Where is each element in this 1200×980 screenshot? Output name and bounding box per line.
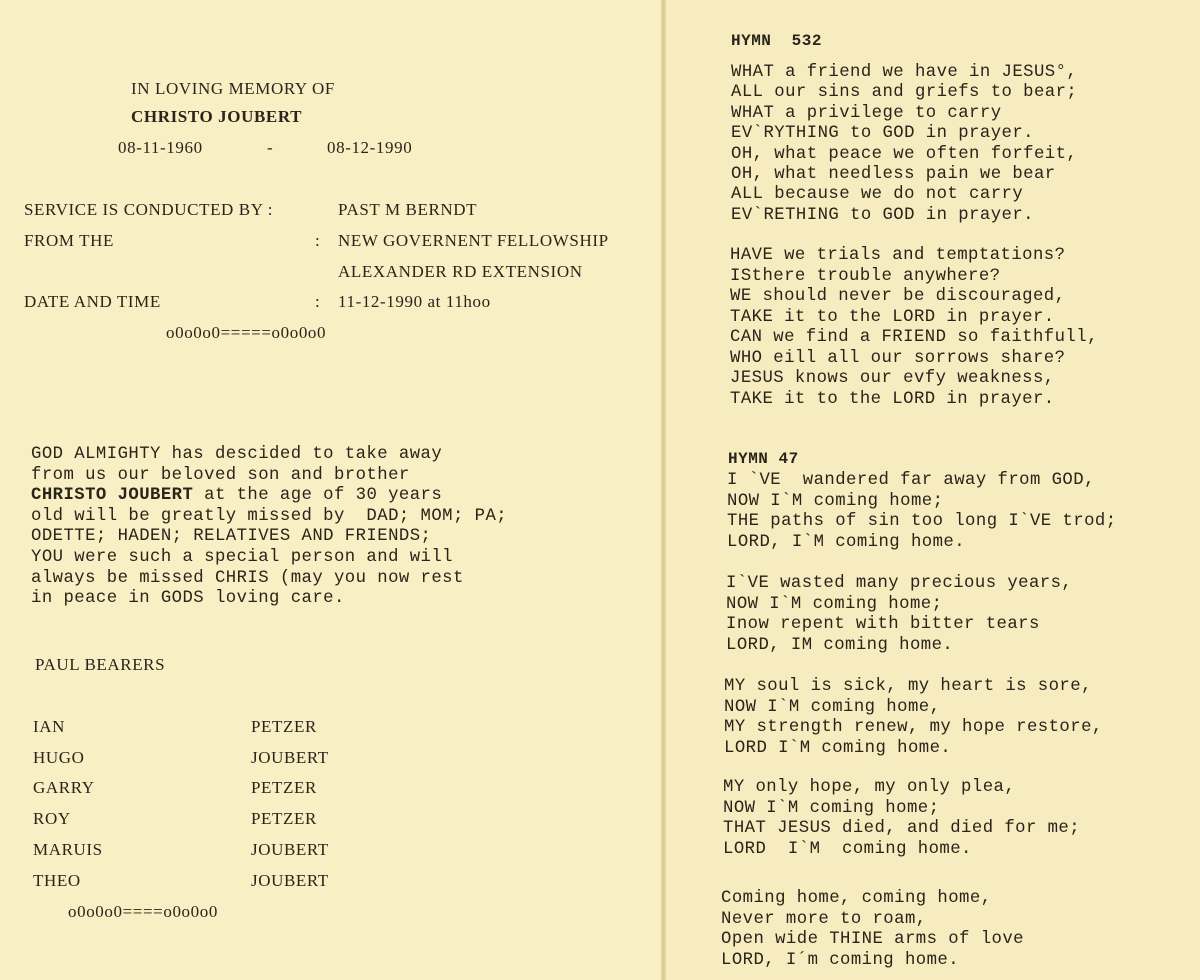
hymn-line: MY only hope, my only plea,	[723, 778, 1016, 797]
venue-line-2: ALEXANDER RD EXTENSION	[338, 262, 583, 281]
hymn-line: JESUS knows our evfy weakness,	[730, 369, 1055, 388]
hymn-line: TAKE it to the LORD in prayer.	[730, 389, 1055, 409]
hymn-line: Never more to roam,	[721, 909, 927, 929]
hymn-line: MY strength renew, my hope restore,	[724, 718, 1103, 738]
hymn-line: Open wide THINE arms of love	[721, 930, 1024, 950]
hymn-532-verse-1	[731, 63, 1077, 226]
hymn-line: WHAT a privilege to carry	[731, 103, 1002, 123]
divider-bottom: o0o0o0====o0o0o0	[68, 902, 218, 921]
hymn-line: WE should never be discouraged,	[730, 287, 1066, 306]
from-colon: :	[315, 231, 321, 250]
hymn-47-verse-4	[723, 778, 1080, 860]
pallbearer-first-name: HUGO	[33, 748, 85, 767]
hymn-47-chorus	[721, 889, 1024, 971]
venue-line-1: NEW GOVERNENT FELLOWSHIP	[338, 231, 609, 250]
date-dash: -	[267, 138, 274, 157]
hymn-line: LORD I`M coming home.	[724, 738, 952, 758]
hymn-line: NOW I`M coming home,	[724, 697, 941, 717]
tribute-line-rest: at the age of 30 years	[204, 486, 443, 506]
hymn-line: I`VE wasted many precious years,	[726, 574, 1073, 593]
date-time-value: 11-12-1990 at 11hoo	[338, 292, 491, 311]
hymn-47-verse-2	[726, 574, 1072, 656]
hymn-line: LORD, I´m coming home.	[721, 950, 960, 970]
divider-top: o0o0o0=====o0o0o0	[166, 323, 327, 342]
pallbearer-last-name: JOUBERT	[251, 871, 329, 890]
birth-date: 08-11-1960	[118, 138, 203, 157]
hymn-line: WHAT a friend we have in JESUS°,	[731, 63, 1078, 82]
conducted-by-value: PAST M BERNDT	[338, 200, 478, 219]
tribute-line: GOD ALMIGHTY has descided to take away	[31, 445, 443, 464]
date-time-colon: :	[315, 292, 321, 311]
pallbearer-last-name: PETZER	[251, 778, 317, 797]
hymn-line: EV`RETHING to GOD in prayer.	[731, 205, 1034, 225]
hymn-line: OH, what needless pain we bear	[731, 165, 1056, 185]
pallbearer-last-name: PETZER	[251, 809, 317, 828]
pallbearer-first-name: ROY	[33, 809, 71, 828]
pallbearer-first-name: IAN	[33, 717, 66, 736]
hymn-line: NOW I`M coming home;	[727, 491, 944, 511]
pallbearer-first-name: GARRY	[33, 778, 95, 797]
page-fold	[661, 0, 666, 980]
hymn-line: ISthere trouble anywhere?	[730, 266, 1001, 286]
tribute-paragraph	[31, 445, 507, 610]
hymn-line: THAT JESUS died, and died for me;	[723, 819, 1081, 839]
tribute-line: from us our beloved son and brother	[31, 465, 410, 485]
pallbearer-last-name: JOUBERT	[251, 748, 329, 767]
tribute-line: in peace in GODS loving care.	[31, 589, 345, 609]
tribute-line: YOU were such a special person and will	[31, 547, 453, 567]
memorial-heading: IN LOVING MEMORY OF	[131, 79, 335, 98]
conducted-by-label: SERVICE IS CONDUCTED BY :	[24, 200, 274, 219]
hymn-47-title: HYMN 47	[728, 450, 799, 468]
hymn-line: THE paths of sin too long I`VE trod;	[727, 512, 1117, 532]
tribute-bold-name: CHRISTO JOUBERT	[31, 486, 194, 506]
hymn-532-title: HYMN 532	[731, 32, 822, 50]
hymn-line: TAKE it to the LORD in prayer.	[730, 307, 1055, 327]
pallbearer-first-name: MARUIS	[33, 840, 103, 859]
hymn-line: Inow repent with bitter tears	[726, 615, 1040, 635]
hymn-line: NOW I`M coming home;	[723, 798, 940, 818]
hymn-line: EV`RYTHING to GOD in prayer.	[731, 124, 1034, 144]
hymn-line: ALL our sins and griefs to bear;	[731, 83, 1078, 103]
hymn-line: NOW I`M coming home;	[726, 594, 943, 614]
hymn-line: LORD, I`M coming home.	[727, 532, 966, 552]
tribute-line: ODETTE; HADEN; RELATIVES AND FRIENDS;	[31, 527, 432, 547]
hymn-line: LORD, IM coming home.	[726, 635, 954, 655]
tribute-line	[31, 486, 507, 507]
hymn-line: LORD I`M coming home.	[723, 839, 972, 859]
hymn-line: CAN we find a FRIEND so faithfull,	[730, 328, 1098, 347]
hymn-line: Coming home, coming home,	[721, 889, 992, 908]
pallbearer-first-name: THEO	[33, 871, 81, 890]
pallbearer-last-name: JOUBERT	[251, 840, 329, 859]
deceased-name: CHRISTO JOUBERT	[131, 107, 303, 126]
death-date: 08-12-1990	[327, 138, 413, 157]
hymn-47-verse-1	[727, 471, 1117, 553]
hymn-47-verse-3	[724, 677, 1103, 759]
hymn-line: OH, what peace we often forfeit,	[731, 144, 1078, 164]
hymn-line: HAVE we trials and temptations?	[730, 246, 1066, 265]
date-time-label: DATE AND TIME	[24, 292, 161, 311]
hymn-line: WHO eill all our sorrows share?	[730, 348, 1066, 368]
pallbearer-last-name: PETZER	[251, 717, 317, 736]
from-label: FROM THE	[24, 231, 114, 250]
tribute-line: old will be greatly missed by DAD; MOM; PA;	[31, 506, 508, 526]
hymn-line: I `VE wandered far away from GOD,	[727, 471, 1095, 490]
hymn-line: MY soul is sick, my heart is sore,	[724, 677, 1092, 696]
hymn-line: ALL because we do not carry	[731, 185, 1024, 205]
hymn-532-verse-2	[730, 246, 1098, 410]
pallbearers-heading: PAUL BEARERS	[35, 655, 166, 674]
tribute-line: always be missed CHRIS (may you now rest	[31, 568, 464, 588]
